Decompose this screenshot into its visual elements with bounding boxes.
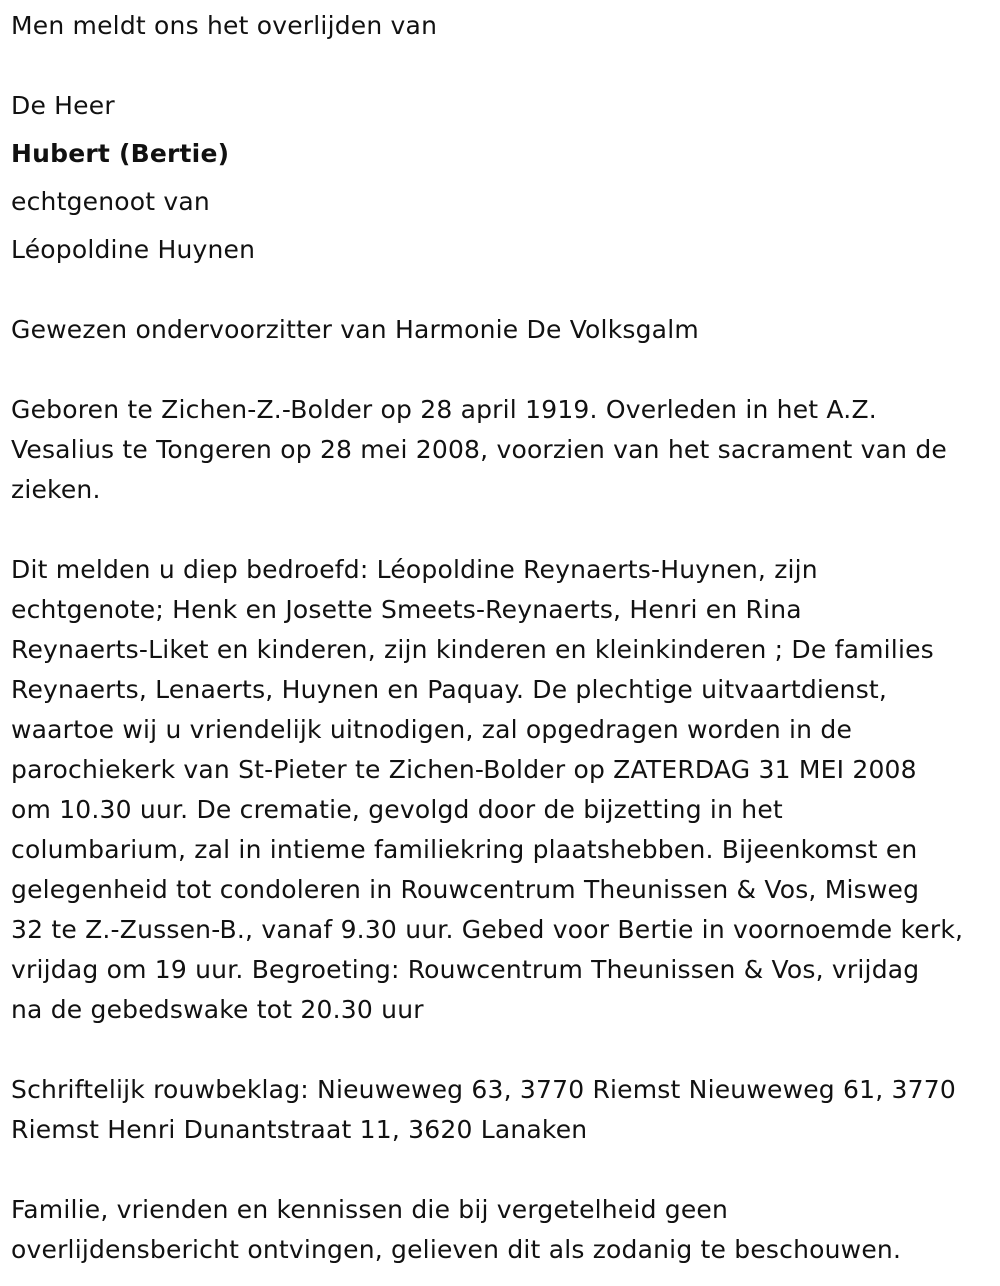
spouse-label: echtgenoot van <box>11 187 210 216</box>
condolence-address-line: Riemst Henri Dunantstraat 11, 3620 Lanaken <box>11 1115 588 1144</box>
announcement-line: om 10.30 uur. De crematie, gevolgd door de bijzetting in het <box>11 795 783 824</box>
birth-death-line: Geboren te Zichen-Z.-Bolder op 28 april 1919. Overleden in het A.Z. <box>11 395 877 424</box>
condolence-address-line: Schriftelijk rouwbeklag: Nieuweweg 63, 3770 Riemst Nieuweweg 61, 3770 <box>11 1075 956 1104</box>
announcement-line: 32 te Z.-Zussen-B., vanaf 9.30 uur. Gebed voor Bertie in voornoemde kerk, <box>11 915 964 944</box>
spouse-name: Léopoldine Huynen <box>11 235 256 264</box>
birth-death-line: Vesalius te Tongeren op 28 mei 2008, voorzien van het sacrament van de <box>11 435 948 464</box>
announcement-line: na de gebedswake tot 20.30 uur <box>11 995 424 1024</box>
announcement-line: parochiekerk van St-Pieter te Zichen-Bolder op ZATERDAG 31 MEI 2008 <box>11 755 917 784</box>
closing-line: overlijdensbericht ontvingen, gelieven dit als zodanig te beschouwen. <box>11 1235 902 1264</box>
announcement-line: columbarium, zal in intieme familiekring plaatshebben. Bijeenkomst en <box>11 835 918 864</box>
title-text: De Heer <box>11 91 115 120</box>
announcement-line: waartoe wij u vriendelijk uitnodigen, zal opgedragen worden in de <box>11 715 853 744</box>
deceased-name: Hubert (Bertie) <box>11 139 230 168</box>
announcement-line: Reynaerts-Liket en kinderen, zijn kinderen en kleinkinderen ; De families <box>11 635 934 664</box>
announcement-line: echtgenote; Henk en Josette Smeets-Reynaerts, Henri en Rina <box>11 595 802 624</box>
birth-death-line: zieken. <box>11 475 101 504</box>
intro-text: Men meldt ons het overlijden van <box>11 11 438 40</box>
announcement-line: gelegenheid tot condoleren in Rouwcentrum Theunissen & Vos, Misweg <box>11 875 920 904</box>
announcement-line: Reynaerts, Lenaerts, Huynen en Paquay. De plechtige uitvaartdienst, <box>11 675 888 704</box>
closing-line: Familie, vrienden en kennissen die bij vergetelheid geen <box>11 1195 729 1224</box>
announcement-line: Dit melden u diep bedroefd: Léopoldine Reynaerts-Huynen, zijn <box>11 555 818 584</box>
role-text: Gewezen ondervoorzitter van Harmonie De Volksgalm <box>11 315 699 344</box>
announcement-line: vrijdag om 19 uur. Begroeting: Rouwcentrum Theunissen & Vos, vrijdag <box>11 955 920 984</box>
